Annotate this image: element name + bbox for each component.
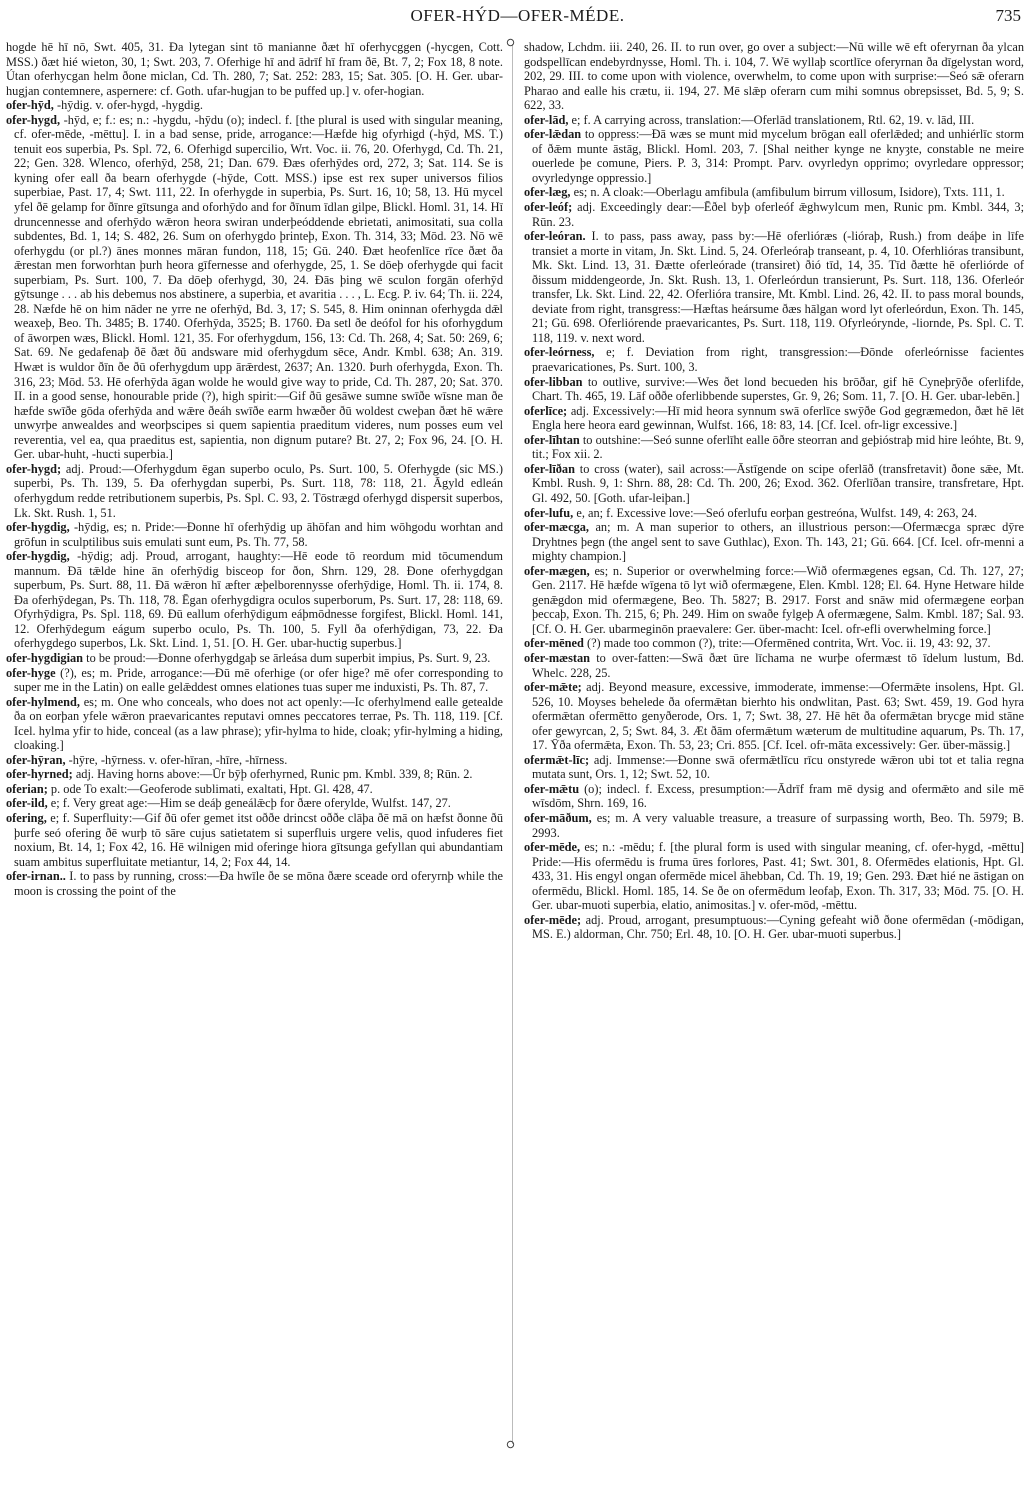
entry-headword: ofer-lǣdan <box>524 127 582 142</box>
entry-definition: adj. Immense:—Ðonne swā ofermǣtlīcu rīcu onstyrede wǣron ubi tot et talia regna mutata sunt, Ors. 1, 12; Swt. 52, 10. <box>532 752 1024 782</box>
dictionary-entry <box>524 375 1024 404</box>
entry-headword: ofer-hygdig, <box>6 520 70 535</box>
entry-headword: ofermǣt-līc; <box>524 752 590 767</box>
column-divider <box>512 44 513 1444</box>
dictionary-entry <box>524 913 1024 942</box>
entry-definition: es; n. Superior or overwhelming force:—Wið ofermægenes egsan, Cd. Th. 127, 27; Gen. 2117. Hē hæfde wīgena tō lyt wið ofermægene, Elen. Kmbl. 128; El. 64. Hyne Hetware hilde genǣgdon mid ofermægene, Beo. Th. 5827; B. 2917. Forst and snāw mid ofermægene eorþan þeccaþ, Exon. Th. 215, 6; Ph. 249. Him on swaðe fylgeþ A ofermægene, Salm. Kmbl. 187; Sal. 93. [Cf. O. H. Ger. ubarmeginōn praevalere: Ger. über-macht: Icel. ofr-efli overwhelming force.] <box>532 563 1024 636</box>
entry-definition: es; m. One who conceals, who does not act openly:—Ic oferhylmend ealle getealde ða on eorþan yfele wǣron praevaricantes reputavi omnes peccatores terrae, Ps. Th. 118, 119. [Cf. Icel. hylma yfir to hide, conceal (as a law phrase); yfir-hylma to hide, cloak; yfir-hylming a hiding, cloaking.] <box>14 694 503 753</box>
entry-definition: adj. Proud:—Oferhygdum ēgan superbo oculo, Ps. Surt. 100, 5. Oferhygde (sic MS.) superbi, Ps. Th. 139, 5. Ða oferhygdan superbi, Ps. Surt. 118, 78: 118, 21. Āgyld edleán oferhygdum redde retributionem superbis, Ps. Spl. C. 93, 2. Tōstrægd oferhygd dispersit superbos, Lk. Skt. Rush. 1, 51. <box>14 461 503 520</box>
entry-headword: ofer-lād, <box>524 112 569 127</box>
dictionary-entry <box>524 636 1024 651</box>
dictionary-entry <box>6 651 503 666</box>
entry-definition: -hȳdig, es; n. Pride:—Ðonne hī oferhȳdig up āhōfan and him wōhgodu worhtan and grōfun in sculptilibus suis emulati sunt eum, Ps. Th. 77, 58. <box>14 520 503 549</box>
dictionary-entry <box>524 404 1024 433</box>
entry-definition: (?), es; m. Pride, arrogance:—Ðū mē oferhige (or ofer hige? mē ofer corresponding to super me in the Latin) on ealle gelǣddest omnes elationes tuas super me induxisti, Ps. Th. 87, 7. <box>14 665 503 695</box>
dictionary-entry <box>524 811 1024 840</box>
entry-definition: adj. Proud, arrogant, presumptuous:—Cyning gefeaht wið ðone ofermēdan (-mōdigan, MS. E.) aldorman, Chr. 750; Erl. 48, 10. [O. H. Ger. ubar-muoti superbus.] <box>532 912 1024 942</box>
entry-headword: ofering, <box>6 810 47 825</box>
entry-headword: ofer-leóran. <box>524 229 586 244</box>
dictionary-entry <box>524 127 1024 185</box>
dictionary-entry <box>524 200 1024 229</box>
entry-definition: adj. Having horns above:—Ūr bȳþ oferhyrned, Runic pm. Kmbl. 339, 8; Rūn. 2. <box>75 767 473 782</box>
entry-definition: e; f. A carrying across, translation:—Oferlād translationem, Rtl. 62, 19. v. lād, III. <box>571 112 975 127</box>
entry-headword: ofer-ild, <box>6 796 48 811</box>
entry-headword: ofer-mēde, <box>524 840 581 855</box>
dictionary-entry <box>524 433 1024 462</box>
entry-headword: ofer-irnan.. <box>6 869 66 884</box>
entry-definition: -hȳd, e; f.: es; n.: -hygdu, -hȳdu (o); indecl. f. [the plural is used with singular meaning, cf. ofer-mēde, -mēttu]. I. in a bad sense, pride, arrogance:—Hæfde hig ofyrhigd (-hȳd, MS. T.) tenuit eos superbia, Ps. Spl. 72, 6. Oferhigd supercilio, Wrt. Voc. ii. 76, 20. Oferhygd, Cd. Th. 21, 22; Gen. 328. Wlenco, oferhȳd, 258, 21; Dan. 679. Ðæs oferhȳdes ord, 272, 3; Sat. 114. Se is kyning ofer eall ða bearn oferhygde (-hȳde, Cott. MSS.) ipse est rex super universos filios superbiae, Past. 17, 4; Swt. 111, 22. In oferhygde in superbia, Ps. Surt. 16, 10; 58, 13. Hū mycel yfel ðē gelamp for ðīnre gītsunga and oforhȳdo and for ðīnum īdlan gilpe, Blickl. Homl. 31, 14. Hī druncennesse and oferhȳdo wǣron heora swiran underþeóddende ebrietati, animositati, sua colla subdentes, Bd. 1, 14; S. 482, 26. Sum on oferhygdo þrinteþ, Exon. Th. 314, 33; Mōd. 23. Nō wē oferhygdu (or pl.?) ānes monnes māran fundon, 118, 15; Gū. 240. Ðæt heofenlīce rīce ðæt ða ǣrestan men forworhtan þurh heora gīfernesse and oferhygde, 25, 1. Se dōeþ oferhygde qui facit superbiam, Ps. Surt. 100, 7. Ða dōeþ oferhygd, 30, 24. Ðās þing wē sculon forgān oferhȳd gȳtsunge . . . ab his debemus nos abstinere, a superbia, et avaritia . . . , L. Ecg. P. iv. 64; Th. ii. 224, 28. Næfde hē on him nāder ne yrre ne oferhȳd, Bd. 3, 17; S. 545, 8. Him oninnan oferhygda dǣl weaxeþ, Beo. Th. 3485; B. 1740. Oferhȳda, 3525; B. 1760. Ða setl ðe deófol for his oforhygdum of āworpen wæs, Blickl. Homl. 121, 35. For oferhygdum, 156, 13: Cd. Th. 268, 4; Sat. 50: 269, 6; Sat. 69. Ne gedafenaþ ðē ðæt ðū andsware mid oferhygdum sēce, Andr. Kmbl. 638; An. 319. Hwæt is wuldor ðīn ðe ðū oferhygdum upp ārǣrdest, 2637; An. 1320. Þurh oferhygda, Exon. Th. 316, 23; Mōd. 53. Hē oferhȳda āgan wolde he would give way to pride, Cd. Th. 287, 20; Sat. 370. II. in a good sense, honourable pride (?), high spirit:—Gif ðū gesāwe sumne swīðe wīsne man ðe hæfde swīðe gōda oferhȳda and wǣre ðeáh swīðe earm hwæðer ðū woldest cweþan ðæt hē wǣre unwyrþe anwealdes and weorþscipes si quem sapientia praeditum videres, num posses eum vel reverentia, vel ea, qua praeditus est, sapientia, non dignum putare? Bt. 27, 2; Fox 96, 24. [O. H. Ger. ubar-huht, -hucti superbia.] <box>14 112 503 462</box>
entry-definition: es; n. A cloak:—Oberlagu amfibula (amfibulum birrum villosum, Isidore), Txts. 111, 1. <box>573 185 1005 200</box>
dictionary-entry <box>6 113 503 462</box>
entry-definition: (?) made too common (?), trite:—Ofermēned contrita, Wrt. Voc. ii. 19, 43: 92, 37. <box>586 636 991 651</box>
entry-definition: -hȳre, -hȳrness. v. ofer-hīran, -hīre, -hīrness. <box>68 752 288 767</box>
running-header <box>0 6 1035 30</box>
column-ornament-icon <box>506 38 515 47</box>
entry-definition: -hȳdig. v. ofer-hygd, -hygdig. <box>56 98 204 113</box>
entry-headword: ofer-hyrned; <box>6 767 73 782</box>
entry-headword: ofer-mēde; <box>524 912 582 927</box>
dictionary-entry <box>6 98 503 113</box>
entry-headword: ofer-mæstan <box>524 650 591 665</box>
entry-definition: (o); indecl. f. Excess, presumption:—Ādrīf fram mē dysig and ofermǣto and sile mē wīsdōm, Shrn. 169, 16. <box>532 781 1024 811</box>
entry-headword: ofer-mǣte; <box>524 680 582 695</box>
entry-definition: to be proud:—Ðonne oferhygdgaþ se ārleása dum superbit impius, Ps. Surt. 9, 23. <box>86 650 491 665</box>
entry-definition: I. to pass, pass away, pass by:—Hē oferlióræs (-lióraþ, Rush.) from deáþe in līfe transiet a morte in vitam, Jn. Skt. Lind. 5, 24. Oferleóraþ transeant, p. 4, 10. Oferhlióras transibunt, Mk. Skt. Lind. 13, 31. Ðætte oferleórade (transiret) ðió tīd, 14, 35. Tīd ðætte hē oferliórde of ðissum middengeorde, Jn. Skt. Rush. 13, 1. Oferleórdun transierunt, Ps. Surt. 118, 136. Oferleór transfer, Lk. Skt. Lind. 22, 42. Oferlióra transire, Mt. Kmbl. Lind. 26, 42. II. to pass moral bounds, deviate from right, transgress:—Hæftas heársume ðæs hālgan word lyt oferleórdun, Exon. Th. 145, 21; Gū. 698. Oferliórende praevaricantes, Ps. Surt. 118, 119. Ofyrleórynde, -liornde, Ps. Spl. C. T. 118, 119. v. next word. <box>532 229 1024 345</box>
entry-definition: p. ode To exalt:—Geoferode sublimati, exaltati, Hpt. Gl. 428, 47. <box>50 781 373 796</box>
dictionary-entry <box>524 345 1024 374</box>
dictionary-entry <box>524 185 1024 200</box>
page-number: 735 <box>995 6 1021 25</box>
dictionary-entry <box>6 869 503 898</box>
entry-headword: ofer-hygdig, <box>6 549 70 564</box>
dictionary-entry <box>524 782 1024 811</box>
entry-headword: oferian; <box>6 781 48 796</box>
entry-definition: es; m. A very valuable treasure, a treasure of surpassing worth, Beo. Th. 5979; B. 2993. <box>532 810 1024 840</box>
dictionary-entry <box>524 520 1024 564</box>
entry-definition: adj. Excessively:—Hī mid heora synnum swā oferlīce swȳðe God gegræmedon, ðæt hē lēt Engla here heora eard gewinnan, Wulfst. 166, 18: 83, 14. [Cf. Icel. ofr-ligr excessive.] <box>532 403 1024 433</box>
entry-headword: ofer-leórness, <box>524 345 595 360</box>
entry-definition: an; m. A man superior to others, an illustrious person:—Ofermæcga spræc dȳre Dryhtnes þegn (the angel sent to save Guthlac), Exon. Th. 143, 21; Gū. 664. [Cf. Icel. ofr-menni a mighty champion.] <box>532 520 1024 564</box>
dictionary-entry <box>524 40 1024 113</box>
entry-headword: oferlīce; <box>524 403 568 418</box>
entry-headword: ofer-līðan <box>524 461 575 476</box>
entry-headword: ofer-mǣtu <box>524 781 580 796</box>
dictionary-entry <box>524 840 1024 913</box>
entry-definition: shadow, Lchdm. iii. 240, 26. II. to run over, go over a subject:—Nū wille wē eft oferyrnan ða ylcan godspellīcan endebyrdnysse, Homl. Th. i. 104, 7. Wē wyllaþ scortlīce oferyrnan ða dīgelystan word, 202, 29. III. to come upon with violence, overwhelm, to come upon with surprise:—Seó sǣ oferarn Pharao and ealle his crætu, ii. 194, 27. Mē slǣp oferarn cum mihi somnus obrepsisset, Bd. 5, 9; S. 622, 33. <box>524 40 1024 113</box>
dictionary-entry <box>6 796 503 811</box>
dictionary-entry <box>524 564 1024 637</box>
entry-definition: hogde hē hī nō, Swt. 405, 31. Ða lytegan sint tō manianne ðæt hī oferhycggen (-hycgen, Cott. MSS.) ðæt hié wieton, 30, 1; Swt. 203, 7. Oferhige hī and ādrīf hī fram ðē, Bt. 7, 2; Fox 18, 8 note. Útan oferhycgan helm ðone miclan, Cd. Th. 280, 7; Sat. 252: 283, 15; Sat. 305. [O. H. Ger. ubar-hugjan contemnere, aspernere: cf. Goth. ufar-hugjan to be puffed up.] v. ofer-hogian. <box>6 40 503 98</box>
entry-definition: adj. Exceedingly dear:—Ēðel byþ oferleóf ǣghwylcum men, Runic pm. Kmbl. 344, 3; Rūn. 23. <box>532 200 1024 229</box>
left-column <box>6 40 503 1470</box>
dictionary-entry <box>524 651 1024 680</box>
entry-definition: -hȳdig; adj. Proud, arrogant, haughty:—Hē eode tō reordum mid tōcumendum mannum. Ðā tǣlde hine ān oferhȳdig bisceop for ðon, Shrn. 129, 28. Ðone oferhygdgan superbum, Ps. Surt. 88, 11. Ðā wǣron hī æfter æþelborennysse oferhȳdige, Homl. Th. ii. 174, 8. Ða oferhȳdegan, Ps. Th. 118, 78. Ēgan oferhygdigra oculos superborum, Ps. Surt. 17, 28: 118, 69. Ofyrhȳdigra, Ps. Spl. 118, 69. Ðū eallum oferhȳdigum eáþmōdnesse forgifest, Blickl. Homl. 141, 12. Oferhȳdegum eágum superbo oculo, Ps. Th. 100, 5. Fyll ða oferhȳdigan, 73, 22. Ða oferhygdego superbos, Lk. Skt. Lind. 1, 51. [O. H. Ger. ubar-huctig superbus.] <box>14 549 503 651</box>
entry-headword: ofer-mægen, <box>524 563 590 578</box>
entry-headword: ofer-hylmend, <box>6 694 80 709</box>
entry-definition: e; f. Very great age:—Him se deáþ geneálǣcþ for ðære oferylde, Wulfst. 147, 27. <box>50 796 451 811</box>
entry-definition: e; f. Deviation from right, transgression:—Ðōnde oferleórnisse facientes praevaricationes, Ps. Surt. 100, 3. <box>532 345 1024 375</box>
entry-headword: ofer-mæcga, <box>524 520 589 535</box>
entry-definition: to outlive, survive:—Wes ðet lond becueden his brōðar, gif hē Cyneþrȳðe oferlifde, Chart. Th. 465, 19. Lāf oððe oferlibbende superstes, Gr. 9, 26; Som. 11, 7. [O. H. Ger. ubar-lebēn.] <box>532 374 1024 404</box>
dictionary-entry <box>6 695 503 753</box>
entry-definition: to outshine:—Seó sunne oferlīht ealle ōðre steorran and geþióstraþ mid hire leóhte, Bt. 9, tit.; Fox xii. 2. <box>532 432 1024 462</box>
dictionary-entry <box>6 767 503 782</box>
entry-headword: ofer-hygd; <box>6 461 62 476</box>
right-column <box>524 40 1024 1470</box>
dictionary-entry <box>524 680 1024 753</box>
entry-headword: ofer-hygdigian <box>6 650 84 665</box>
entry-definition: to oppress:—Ðā wæs se munt mid mycelum brōgan eall oferlǣded; and unhiérlīc storm of ðǣm munte āstāg, Blickl. Homl. 203, 7. [Shal neither kynge ne knyȝte, constable ne meire ouerlede þe comune, Piers. P. 3, 314: Prompt. Parv. ovyrledyn opprimo; ovyrledare oppressor; ovyrledynge oppressio.] <box>532 127 1024 185</box>
dictionary-entry <box>6 666 503 695</box>
dictionary-entry <box>524 753 1024 782</box>
entry-definition: e; f. Superfluity:—Gif ðū ofer gemet itst oððe drincst oððe clāþa ðē mā on hæfst ðonne ðū þurfe seó ofering ðē wurþ tō sāre cujus satietatem si superfluis urgere velis, quod infuderes fiet noxium, Bt. 14, 1; Fox 42, 16. Hē wilnigen mid oferinge hiora gītsunga gefyllan qui abundantiam suam ambitus superfluitate metiantur, 14, 2; Fox 44, 14. <box>14 810 503 869</box>
page-title: OFER-HÝD—OFER-MÉDE. <box>410 6 625 25</box>
dictionary-entry <box>6 462 503 520</box>
entry-headword: ofer-līhtan <box>524 432 580 447</box>
dictionary-entry <box>6 753 503 768</box>
dictionary-entry <box>524 113 1024 128</box>
entry-headword: ofer-hyge <box>6 665 56 680</box>
entry-definition: to cross (water), sail across:—Āstīgende on scipe oferlāð (transfretavit) ðone sǣe, Mt. Kmbl. Rush. 9, 1: Shrn. 88, 28: Cd. Th. 200, 26; Exod. 362. Oferlīðan transire, transfretare, Hpt. Gl. 492, 50. [Goth. ufar-leiþan.] <box>532 461 1024 505</box>
entry-headword: ofer-mēned <box>524 636 584 651</box>
entry-definition: e, an; f. Excessive love:—Seó oferlufu eorþan gestreóna, Wulfst. 149, 4: 263, 24. <box>576 505 978 520</box>
dictionary-entry <box>524 462 1024 506</box>
entry-headword: ofer-leóf; <box>524 200 573 215</box>
entry-headword: ofer-libban <box>524 374 583 389</box>
dictionary-entry <box>6 520 503 549</box>
dictionary-entry <box>524 229 1024 345</box>
dictionary-entry <box>6 811 503 869</box>
entry-definition: I. to pass by running, cross:—Ða hwīle ðe se mōna ðære sceade ord oferyrnþ while the moon is crossing the point of the <box>14 869 503 898</box>
entry-headword: ofer-māðum, <box>524 810 592 825</box>
dictionary-entry <box>6 40 503 98</box>
dictionary-entry <box>6 549 503 651</box>
entry-headword: ofer-hȳd, <box>6 98 54 113</box>
dictionary-entry <box>6 782 503 797</box>
entry-headword: ofer-lufu, <box>524 505 574 520</box>
dictionary-entry <box>524 506 1024 521</box>
entry-headword: ofer-læg, <box>524 185 571 200</box>
entry-definition: es; n.: -mēdu; f. [the plural form is used with singular meaning, cf. ofer-hygd, -mēttu] Pride:—His ofermēdu is fruma ūres forlores, Past. 41; Swt. 301, 8. Ofermēdes elationis, Hpt. Gl. 433, 31. His engyl ongan ofermēde micel āhebban, Cd. Th. 19, 19; Gen. 293. Ðæt hié ne āstigan on ofermēdu, Blickl. Homl. 185, 14. Se ðe on ofermēdum leofaþ, Exon. Th. 317, 33; Mōd. 75. [O. H. Ger. ubar-muoti superbia, elatio, animositas.] v. ofer-mōd, -mēttu. <box>532 840 1024 913</box>
entry-definition: to over-fatten:—Swā ðæt ūre līchama ne wurþe ofermæst tō īdelum lustum, Bd. Whelc. 228, 25. <box>532 650 1024 680</box>
entry-headword: ofer-hȳran, <box>6 752 66 767</box>
column-ornament-icon <box>506 1440 515 1449</box>
entry-headword: ofer-hygd, <box>6 112 61 127</box>
entry-definition: adj. Beyond measure, excessive, immoderate, immense:—Ofermǣte insolens, Hpt. Gl. 526, 10. Moyses behelede ða ofermǣtan bierhto his ondwlitan, Past. 63; Swt. 459, 19. God hyra ofermǣtan ofermētto genyðerode, Ors. 1, 7; Swt. 38, 27. Hē hēt ða ofermǣtan brycge mid stāne ofer gewyrcan, 2, 5; Swt. 84, 3. Æt ðām ofermǣtum wæterum de multitudine aquarum, Ps. Th. 17, 17. Ȳða ofermǣta, Exon. Th. 53, 23; Cri. 855. [Cf. Icel. ofr-māta excessively: Ger. über-mässig.] <box>532 680 1024 753</box>
